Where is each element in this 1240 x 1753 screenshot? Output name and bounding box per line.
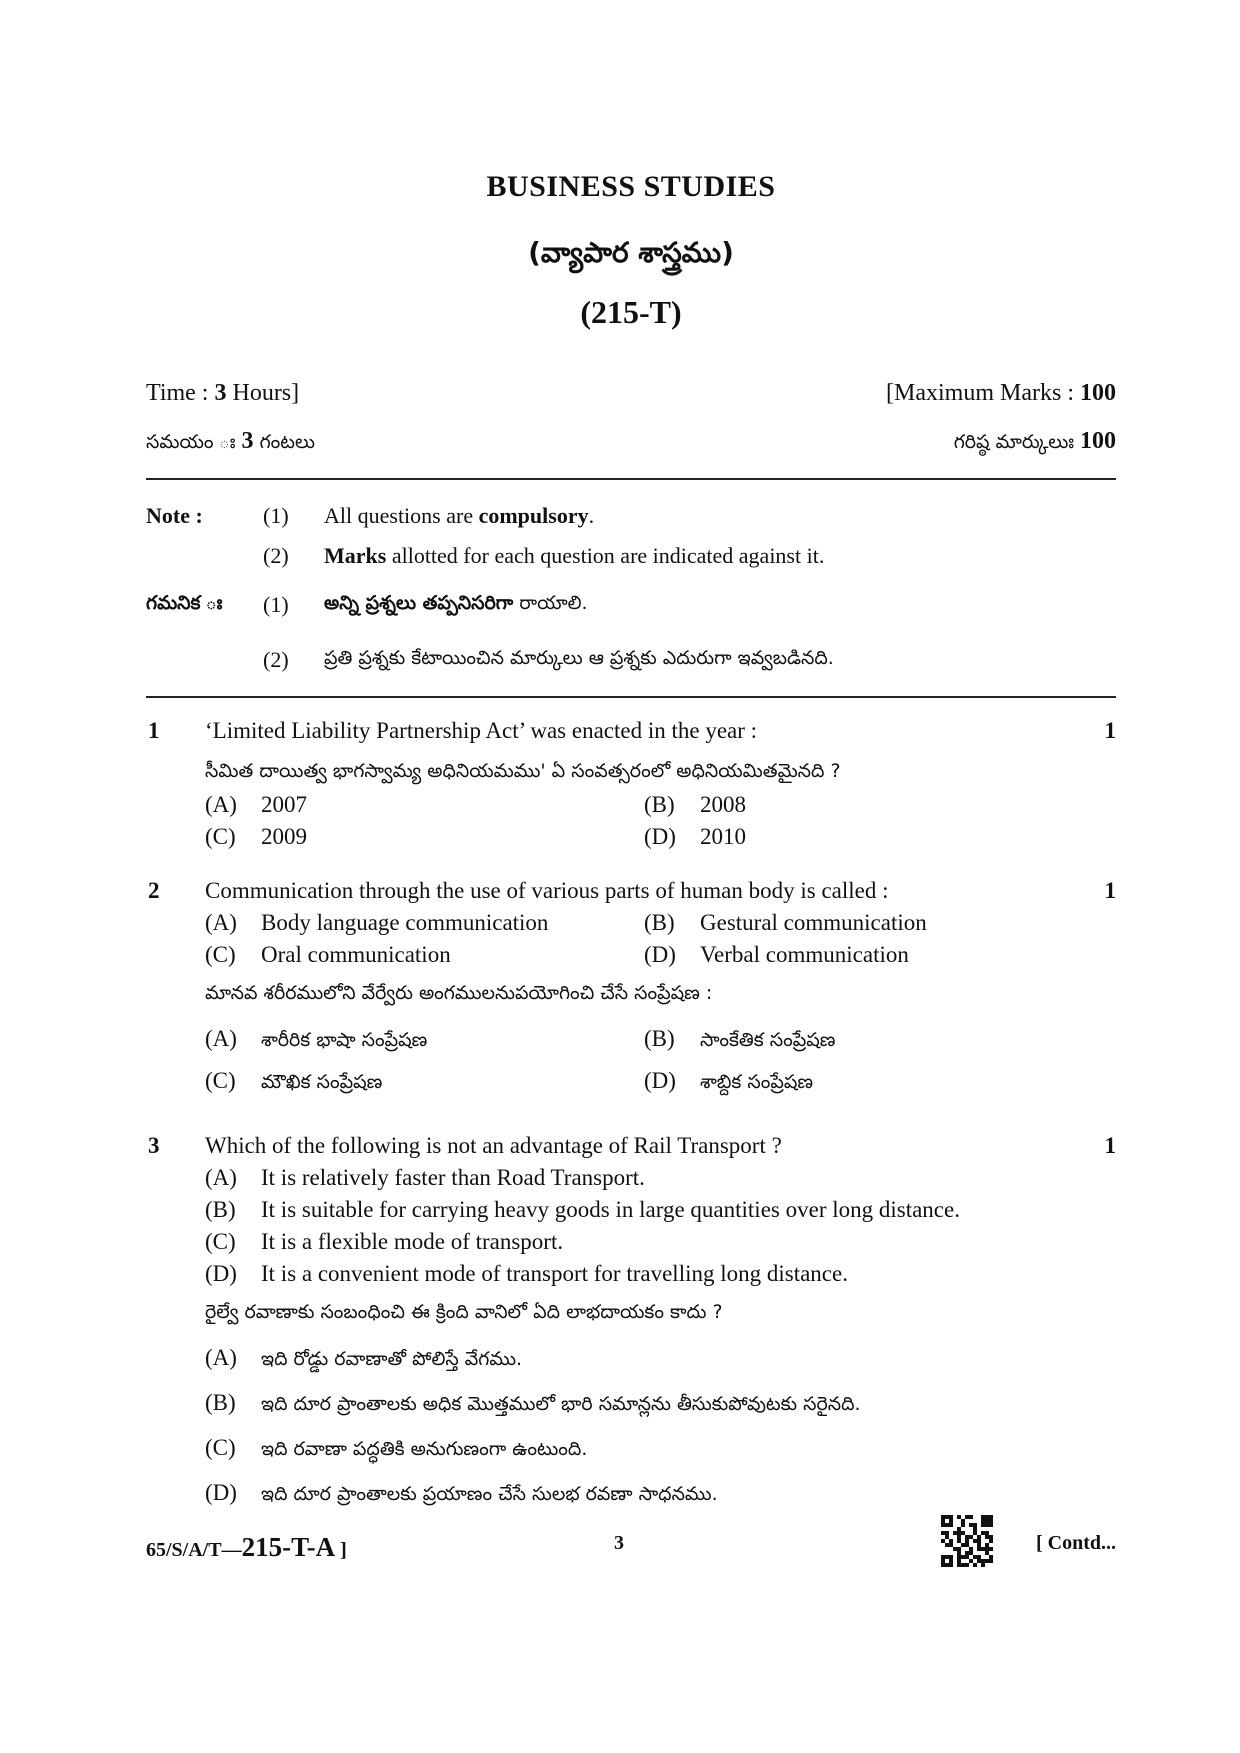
footer-code: 65/S/A/T—215-T-A ] [146, 1532, 347, 1562]
option-telugu: (D) శాబ్దిక సంప్రేషణ [644, 1068, 814, 1093]
option: (D) 2010 [644, 824, 746, 849]
option: (C) It is a flexible mode of transport. [205, 1229, 564, 1254]
option: (D) Verbal communication [644, 942, 909, 967]
page-number: 3 [614, 1532, 624, 1554]
option: (A) 2007 [205, 792, 307, 817]
question-text: Which of the following is not an advantage of Rail Transport ? [205, 1133, 782, 1158]
question-marks: 1 [1104, 878, 1116, 903]
option-telugu: (A) శారీరిక భాషా సంప్రేషణ [205, 1026, 428, 1051]
max-marks-info: [Maximum Marks : 100 [886, 380, 1116, 406]
option-telugu: (B) సాంకేతిక సంప్రేషణ [644, 1026, 836, 1051]
time-marks-row [146, 380, 1116, 407]
option: (A) It is relatively faster than Road Transport. [205, 1165, 645, 1190]
contd-label: [ Contd... [1035, 1532, 1116, 1554]
note-label-telugu: గమనిక ః [146, 592, 223, 614]
option: (D) It is a convenient mode of transport for travelling long distance. [205, 1261, 848, 1286]
option-telugu: (A) ఇది రోడ్డు రవాణాతో పోలిస్తే వేగము. [205, 1345, 523, 1370]
option-telugu: (C) ఇది రవాణా పద్ధతికి అనుగుణంగా ఉంటుంది. [205, 1435, 588, 1460]
question-number: 2 [148, 878, 160, 903]
qr-code-icon [941, 1515, 993, 1567]
option: (C) 2009 [205, 824, 307, 849]
question-marks: 1 [1104, 1133, 1116, 1158]
question-number: 1 [148, 718, 160, 743]
paper-title-telugu: (వ్యాపార శాస్త్రము) [528, 236, 734, 269]
question-text-telugu: రైల్వే రవాణాకు సంబంధించి ఈ క్రింది వానిలో ఏది లాభదాయకం కాదు ? [205, 1301, 723, 1323]
paper-title: BUSINESS STUDIES [486, 170, 776, 203]
option: (B) 2008 [644, 792, 746, 817]
question-marks: 1 [1104, 718, 1116, 743]
exam-page: BUSINESS STUDIES (వ్యాపార శాస్త్రము) (215-T) Time : 3 Hours] [Maximum Marks : 100 సమయం ః 3 గంటలు గరిష్ఠ మార్కులుః 100 Note : (1) All questions are compulsory. (2) Marks allotted for each question are indicated against it. గమనిక ః (1) అన్ని ప్రశ్నలు తప్పనిసరిగా రాయాలి. (2) ప్రతి ప్రశ్నకు కేటాయించిన మార్కులు ఆ ప్రశ్నకు ఎదురుగా ఇవ్వబడినది. 1 ‘Limited Liability Partnership Act’ was enacted in the year : 1 సీమిత దాయిత్వ భాగస్వామ్య అధినియమము' ఏ సంవత్సరంలో అధినియమితమైనది ? (A) 2007 (B) 2008 (C) 2009 (D) 2010 2 Communication through the use of various parts of human body is called : 1 (A) Body language communication (B) Gestural communication (C) Oral communication (D) Verbal communication మానవ శరీరములోని వేర్వేరు అంగములనుపయోగించి చేసే సంప్రేషణ : (A) శారీరిక భాషా సంప్రేషణ (B) సాంకేతిక సంప్రేషణ (C) మౌఖిక సంప్రేషణ (D) శాబ్దిక సంప్రేషణ 3 Which of the following is not an advantage of Rail Transport ? 1 (A) It is relatively faster than Road Transport. (B) It is suitable for carrying heavy goods in large quantities over long distance. (C) It is a flexible mode of transport. (D) It is a convenient mode of transport for travelling long distance. రైల్వే రవాణాకు సంబంధించి ఈ క్రింది వానిలో ఏది లాభదాయకం కాదు ? (A) ఇది రోడ్డు రవాణాతో పోలిస్తే వేగము. (B) ఇది దూర ప్రాంతాలకు అధిక మొత్తములో భారి సమాన్లను తీసుకుపోవుటకు సరైనది. (C) ఇది రవాణా పద్ధతికి అనుగుణంగా ఉంటుంది. (D) ఇది దూర ప్రాంతాలకు ప్రయాణం చేసే సులభ రవణా సాధనము. 65/S/A/T—215-T-A ] 3 [ Contd... [146, 0, 1116, 1753]
divider [146, 478, 1116, 480]
question-text-telugu: సీమిత దాయిత్వ భాగస్వామ్య అధినియమము' ఏ సంవత్సరంలో అధినియమితమైనది ? [205, 760, 841, 782]
option-telugu: (C) మౌఖిక సంప్రేషణ [205, 1068, 383, 1093]
time-marks-row-telugu [146, 428, 1116, 458]
option-telugu: (B) ఇది దూర ప్రాంతాలకు అధిక మొత్తములో భారి సమాన్లను తీసుకుపోవుటకు సరైనది. [205, 1390, 861, 1415]
question-text: ‘Limited Liability Partnership Act’ was enacted in the year : [205, 718, 758, 743]
question-number: 3 [148, 1133, 160, 1158]
option: (A) Body language communication [205, 910, 549, 935]
option: (B) It is suitable for carrying heavy goods in large quantities over long distance. [205, 1197, 960, 1222]
max-marks-info-telugu: గరిష్ఠ మార్కులుః 100 [953, 428, 1116, 454]
divider [146, 696, 1116, 698]
option: (B) Gestural communication [644, 910, 927, 935]
time-info: Time : 3 Hours] [146, 380, 300, 406]
note-label: Note : [146, 503, 203, 528]
option-telugu: (D) ఇది దూర ప్రాంతాలకు ప్రయాణం చేసే సులభ రవణా సాధనము. [205, 1480, 718, 1505]
paper-code: (215-T) [580, 294, 682, 330]
question-text: Communication through the use of various parts of human body is called : [205, 878, 889, 903]
option: (C) Oral communication [205, 942, 451, 967]
question-text-telugu: మానవ శరీరములోని వేర్వేరు అంగములనుపయోగించి చేసే సంప్రేషణ : [205, 982, 713, 1004]
time-info-telugu: సమయం ః 3 గంటలు [146, 428, 315, 454]
